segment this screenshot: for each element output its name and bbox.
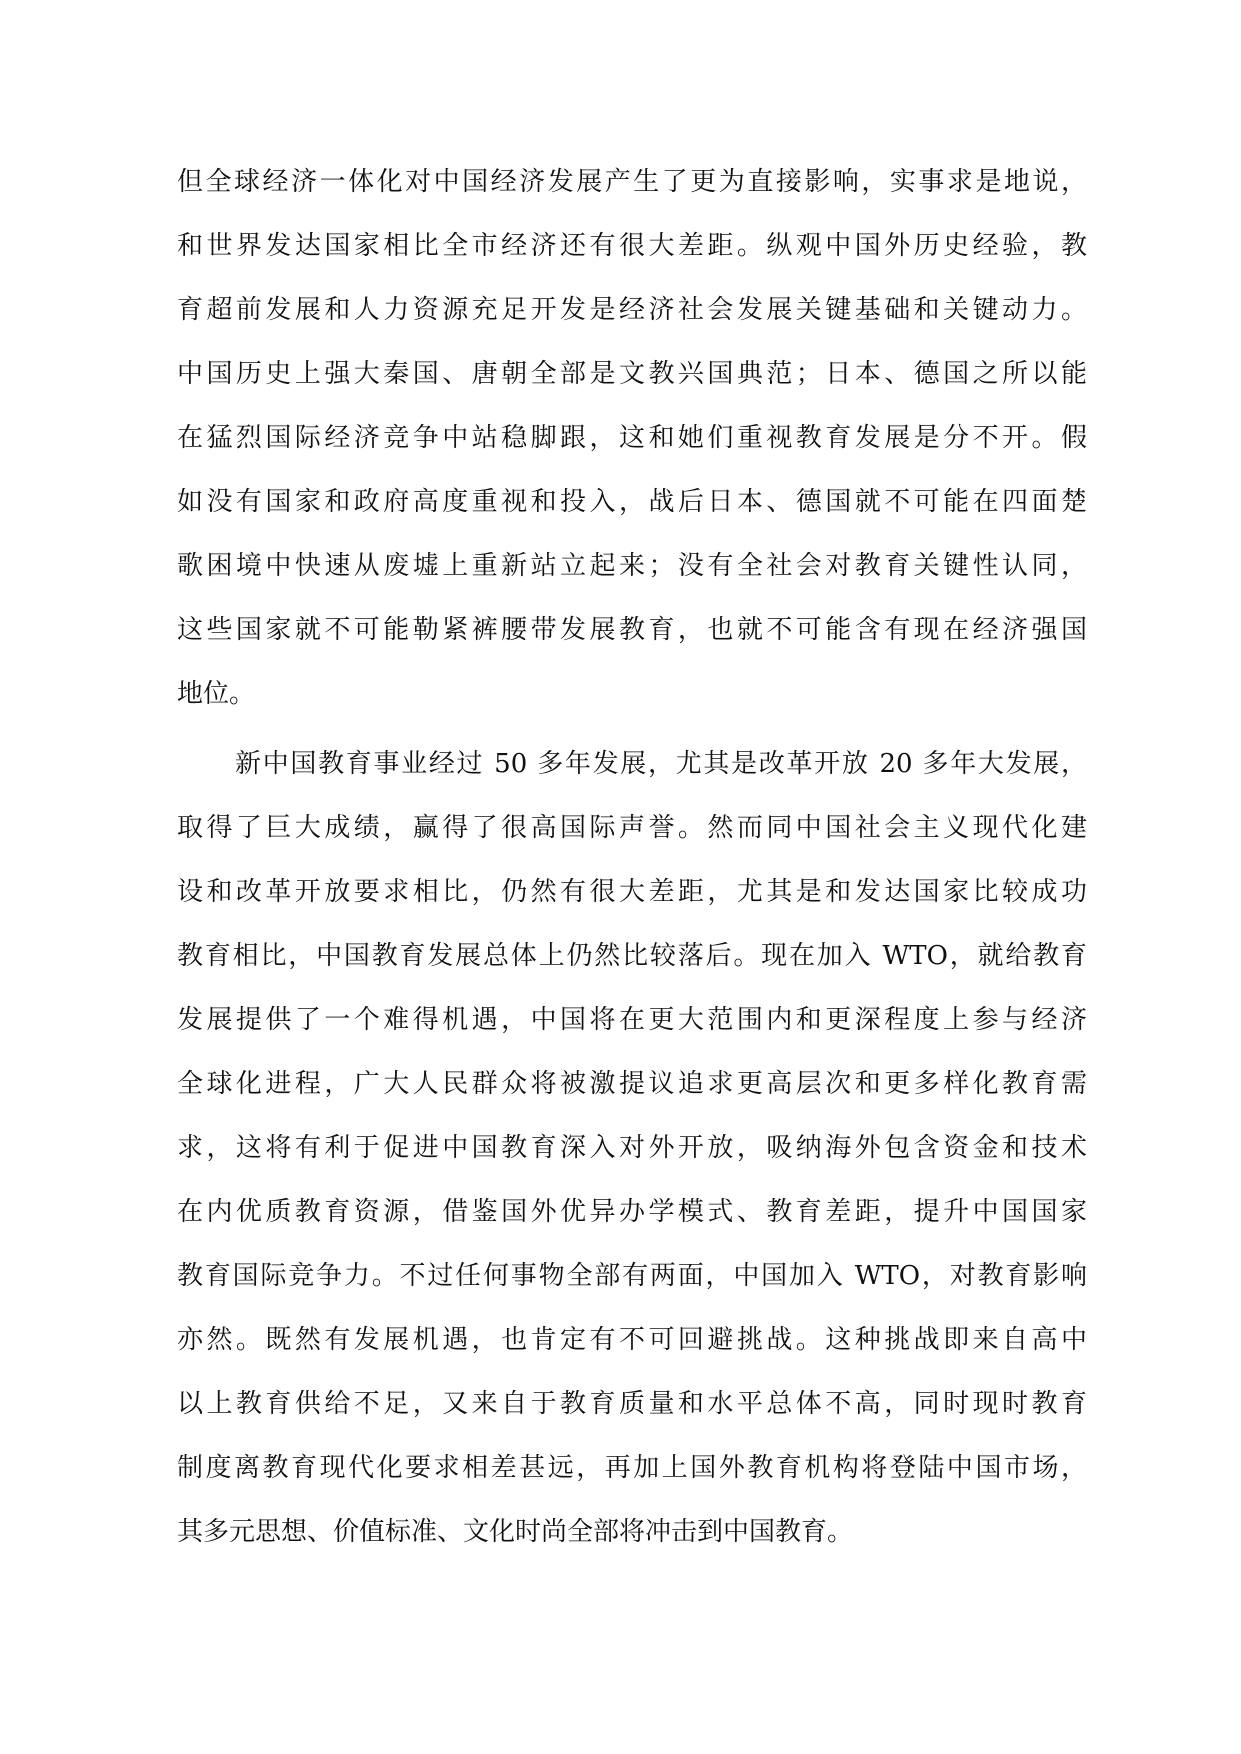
- paragraph-line: 教育相比，中国教育发展总体上仍然比较落后。现在加入 WTO，就给教育: [177, 941, 1087, 971]
- paragraph-line: 其多元思想、价值标准、文化时尚全部将冲击到中国教育。: [177, 1517, 854, 1547]
- paragraph-line: 制度离教育现代化要求相差甚远，再加上国外教育机构将登陆中国市场，: [177, 1453, 1087, 1483]
- paragraph-line: 在猛烈国际经济竞争中站稳脚跟，这和她们重视教育发展是分不开。假: [177, 423, 1087, 453]
- paragraph-line: 歌困境中快速从废墟上重新站立起来；没有全社会对教育关键性认同，: [177, 551, 1087, 581]
- paragraph-line: 但全球经济一体化对中国经济发展产生了更为直接影响，实事求是地说，: [177, 167, 1087, 197]
- paragraph-line: 育超前发展和人力资源充足开发是经济社会发展关键基础和关键动力。: [177, 295, 1087, 325]
- paragraph-line: 中国历史上强大秦国、唐朝全部是文教兴国典范；日本、德国之所以能: [177, 359, 1087, 389]
- paragraph-line: 新中国教育事业经过 50 多年发展，尤其是改革开放 20 多年大发展，: [235, 749, 1087, 779]
- paragraph-line: 全球化进程，广大人民群众将被激提议追求更高层次和更多样化教育需: [177, 1069, 1087, 1099]
- paragraph-line: 取得了巨大成绩，赢得了很高国际声誉。然而同中国社会主义现代化建: [177, 813, 1087, 843]
- paragraph-line: 设和改革开放要求相比，仍然有很大差距，尤其是和发达国家比较成功: [177, 877, 1087, 907]
- paragraph-line: 这些国家就不可能勒紧裤腰带发展教育，也就不可能含有现在经济强国: [177, 615, 1087, 645]
- paragraph-line: 在内优质教育资源，借鉴国外优异办学模式、教育差距，提升中国国家: [177, 1197, 1087, 1227]
- paragraph-line: 教育国际竞争力。不过任何事物全部有两面，中国加入 WTO，对教育影响: [177, 1261, 1087, 1291]
- paragraph-1: [177, 150, 1087, 726]
- paragraph-line: 亦然。既然有发展机遇，也肯定有不可回避挑战。这种挑战即来自高中: [177, 1325, 1087, 1355]
- paragraph-line: 发展提供了一个难得机遇，中国将在更大范围内和更深程度上参与经济: [177, 1005, 1087, 1035]
- paragraph-line: 以上教育供给不足，又来自于教育质量和水平总体不高，同时现时教育: [177, 1389, 1087, 1419]
- paragraph-line: 和世界发达国家相比全市经济还有很大差距。纵观中国外历史经验，教: [177, 231, 1087, 261]
- paragraph-line: 地位。: [177, 679, 256, 709]
- paragraph-line: 如没有国家和政府高度重视和投入，战后日本、德国就不可能在四面楚: [177, 487, 1087, 517]
- paragraph-2: [177, 732, 1087, 1564]
- paragraph-line: 求，这将有利于促进中国教育深入对外开放，吸纳海外包含资金和技术: [177, 1133, 1087, 1163]
